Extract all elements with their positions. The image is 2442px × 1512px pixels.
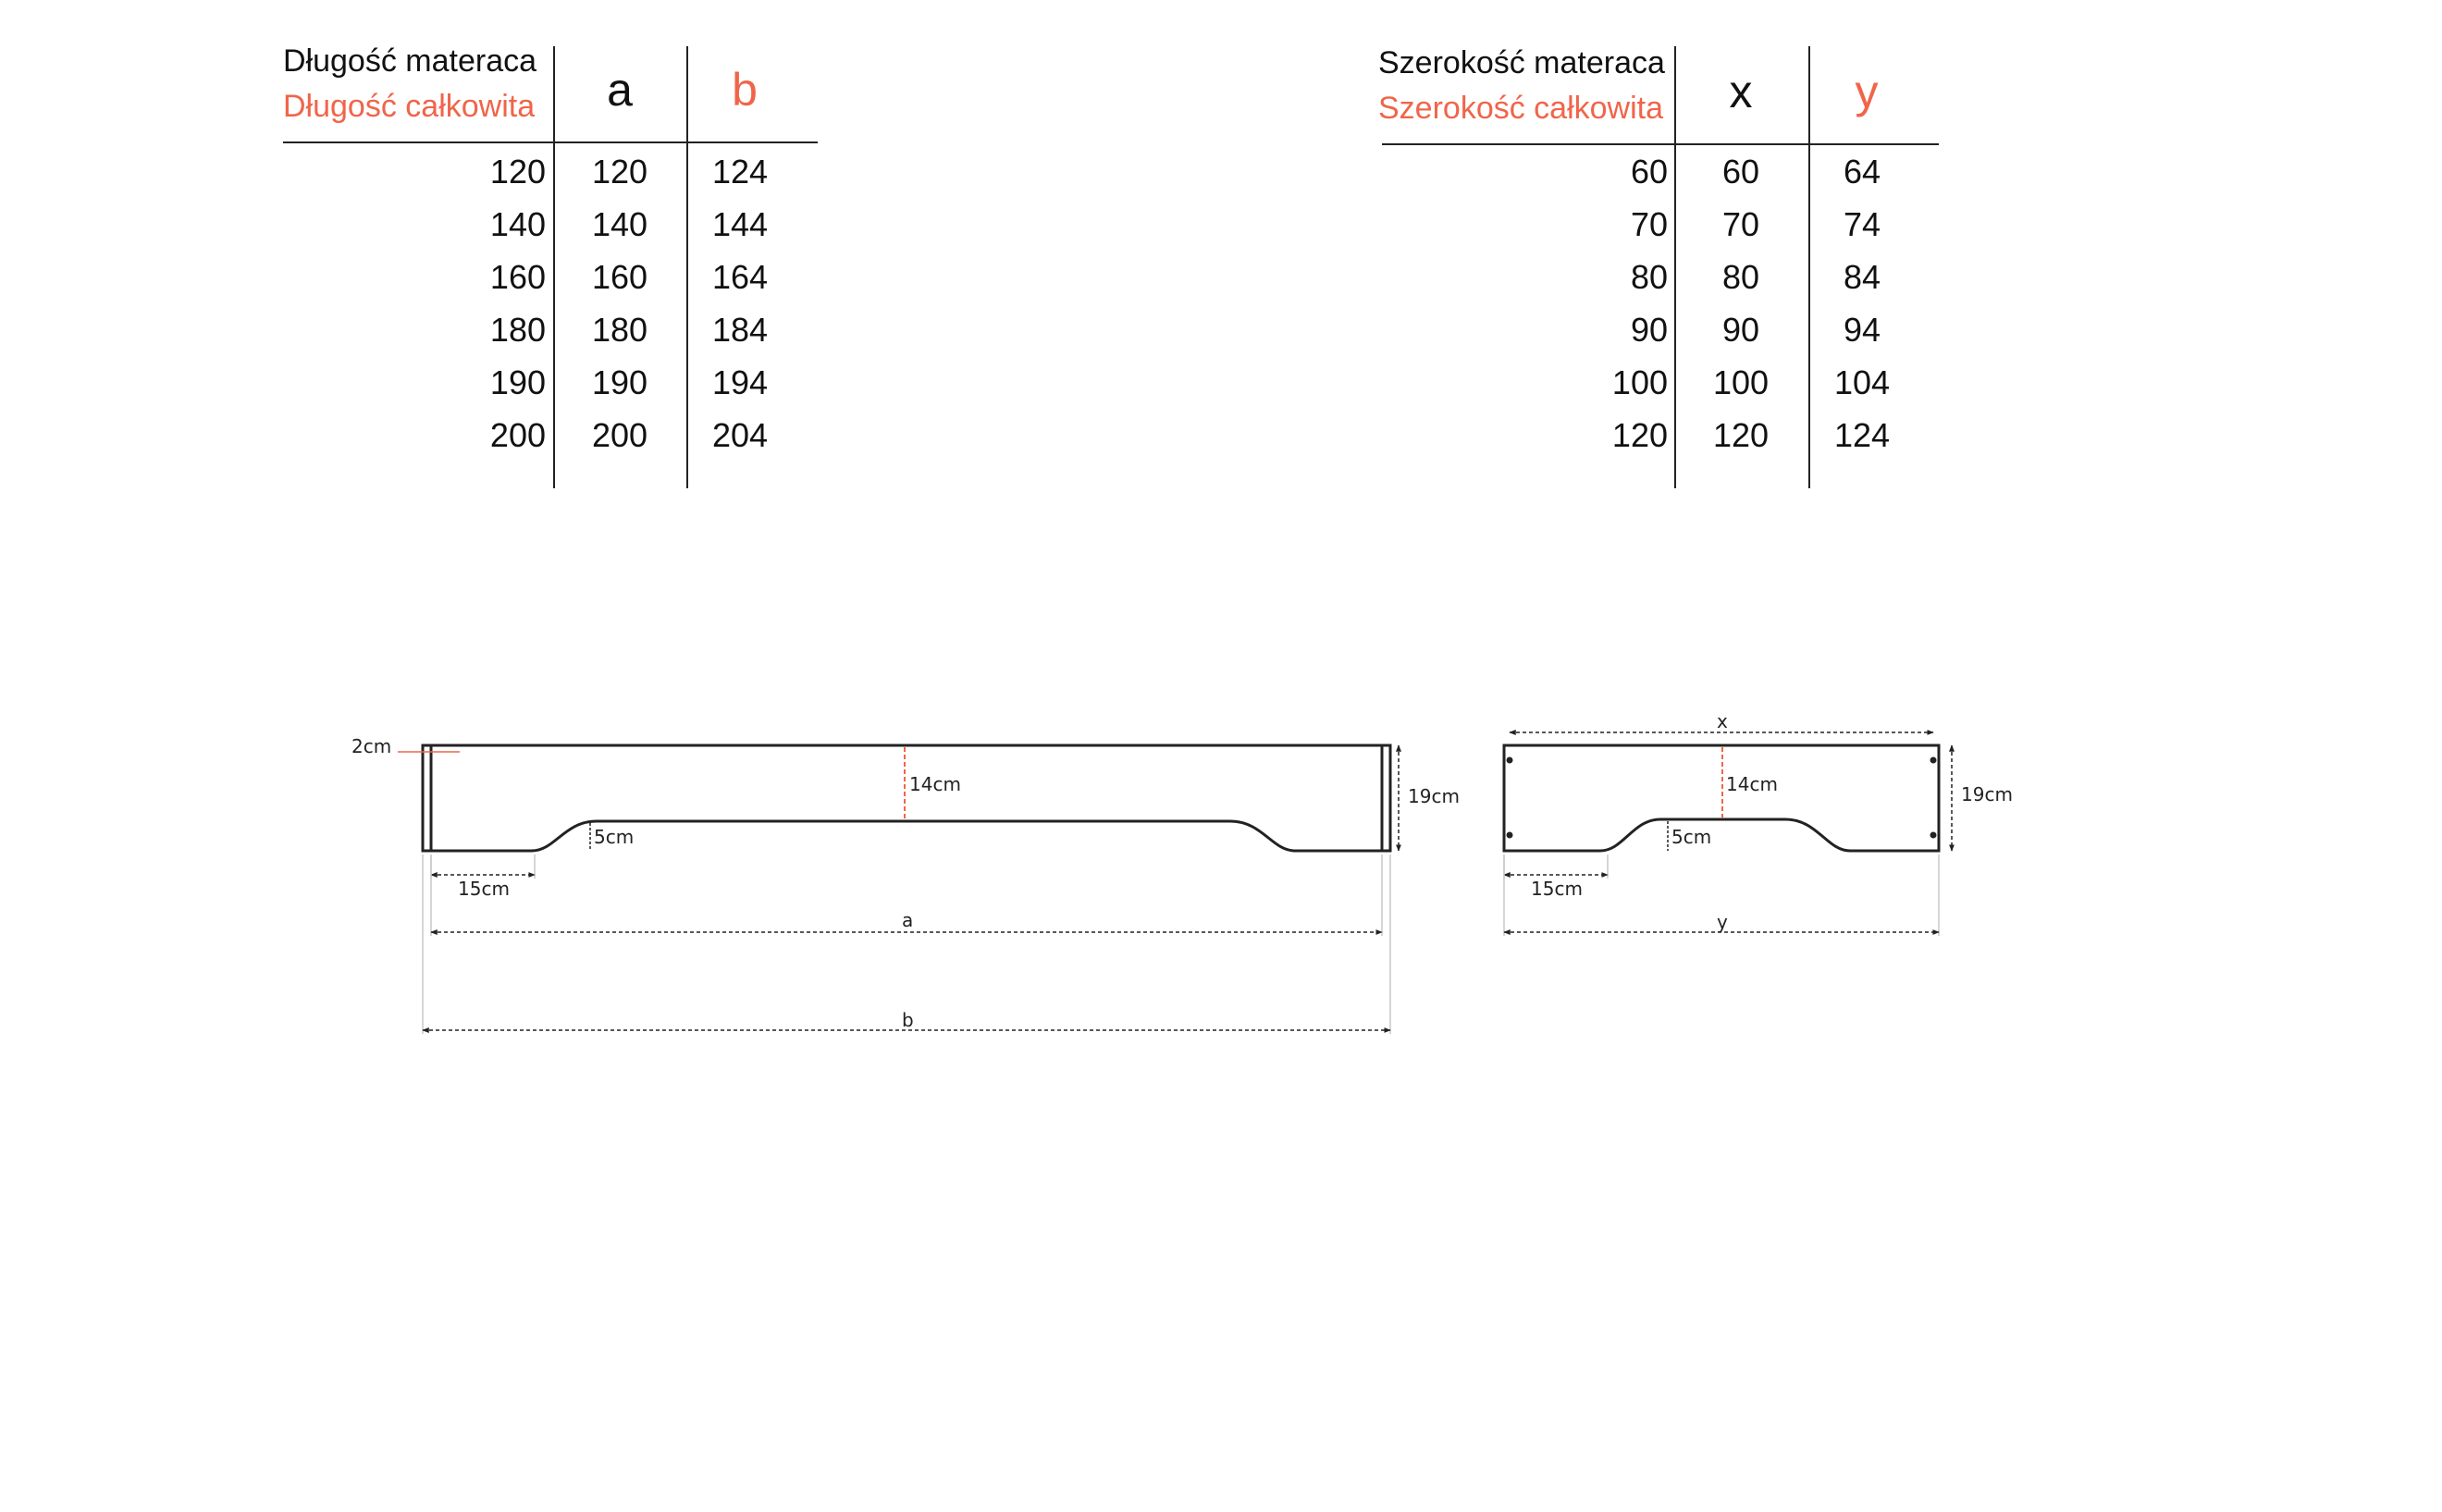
dowel-hole <box>1930 832 1937 839</box>
column-x-header: x <box>1729 66 1753 117</box>
width-cell-total: 64 <box>1843 153 1881 191</box>
length-cell-mattress: 200 <box>489 416 546 454</box>
length-cell-mattress: 160 <box>489 258 546 296</box>
width-cell-inner: 60 <box>1721 153 1760 191</box>
edge-offset-label: 15cm <box>458 878 510 900</box>
length-cell-total: 144 <box>711 205 769 243</box>
short-panel-drawing <box>1504 710 2013 936</box>
length-cell-inner: 200 <box>591 416 648 454</box>
dowel-hole <box>1507 832 1513 839</box>
length-cell-total: 164 <box>711 258 769 296</box>
column-a-header: a <box>607 64 633 116</box>
length-cell-total: 194 <box>711 363 769 401</box>
length-cell-total: 184 <box>711 311 769 349</box>
column-y-header: y <box>1855 66 1879 117</box>
length-cell-inner: 120 <box>591 153 648 191</box>
column-b-header: b <box>732 64 758 116</box>
width-cell-inner: 70 <box>1721 205 1760 243</box>
width-cell-total: 84 <box>1843 258 1881 296</box>
length-cell-inner: 190 <box>591 363 648 401</box>
length-header-mattress: Długość materaca <box>283 43 537 79</box>
width-cell-mattress: 80 <box>1630 258 1668 296</box>
width-header-total: Szerokość całkowita <box>1378 91 1664 126</box>
length-header-total: Długość całkowita <box>283 89 536 124</box>
length-cell-mattress: 120 <box>489 153 546 191</box>
short-panel-outline <box>1504 745 1939 851</box>
width-cell-total: 104 <box>1833 363 1891 401</box>
width-cell-mattress: 60 <box>1630 153 1668 191</box>
thickness-label: 2cm <box>352 735 392 757</box>
top-width-label: x <box>1717 710 1728 732</box>
length-cell-total: 204 <box>711 416 769 454</box>
width-cell-inner: 100 <box>1712 363 1770 401</box>
length-cell-mattress: 190 <box>489 363 546 401</box>
width-header-mattress: Szerokość materaca <box>1378 45 1665 80</box>
width-cell-inner: 90 <box>1721 311 1760 349</box>
length-cell-total: 124 <box>711 153 769 191</box>
width-cell-total: 94 <box>1843 311 1881 349</box>
dowel-hole <box>1930 757 1937 764</box>
width-cell-inner: 120 <box>1712 416 1770 454</box>
total-height-label: 19cm <box>1961 783 2013 805</box>
width-cell-inner: 80 <box>1721 258 1760 296</box>
length-cell-inner: 140 <box>591 205 648 243</box>
notch-depth-label: 5cm <box>594 826 635 848</box>
cutout-height-label: 14cm <box>909 773 961 795</box>
long-panel-outline <box>423 745 1390 851</box>
inner-length-label: a <box>902 909 914 931</box>
cutout-height-label: 14cm <box>1726 773 1778 795</box>
length-cell-mattress: 180 <box>489 311 546 349</box>
outer-length-label: b <box>902 1009 914 1031</box>
edge-offset-label: 15cm <box>1531 878 1583 900</box>
width-cell-mattress: 120 <box>1611 416 1668 454</box>
length-cell-inner: 160 <box>591 258 648 296</box>
length-cell-mattress: 140 <box>489 205 546 243</box>
length-cell-inner: 180 <box>591 311 648 349</box>
width-cell-total: 124 <box>1833 416 1891 454</box>
width-cell-mattress: 90 <box>1630 311 1668 349</box>
width-cell-mattress: 70 <box>1630 205 1668 243</box>
outer-width-label: y <box>1717 911 1728 933</box>
long-panel-drawing <box>352 735 1460 1034</box>
total-height-label: 19cm <box>1408 785 1460 807</box>
dowel-hole <box>1507 757 1513 764</box>
width-cell-mattress: 100 <box>1611 363 1668 401</box>
notch-depth-label: 5cm <box>1671 826 1712 848</box>
width-cell-total: 74 <box>1843 205 1881 243</box>
